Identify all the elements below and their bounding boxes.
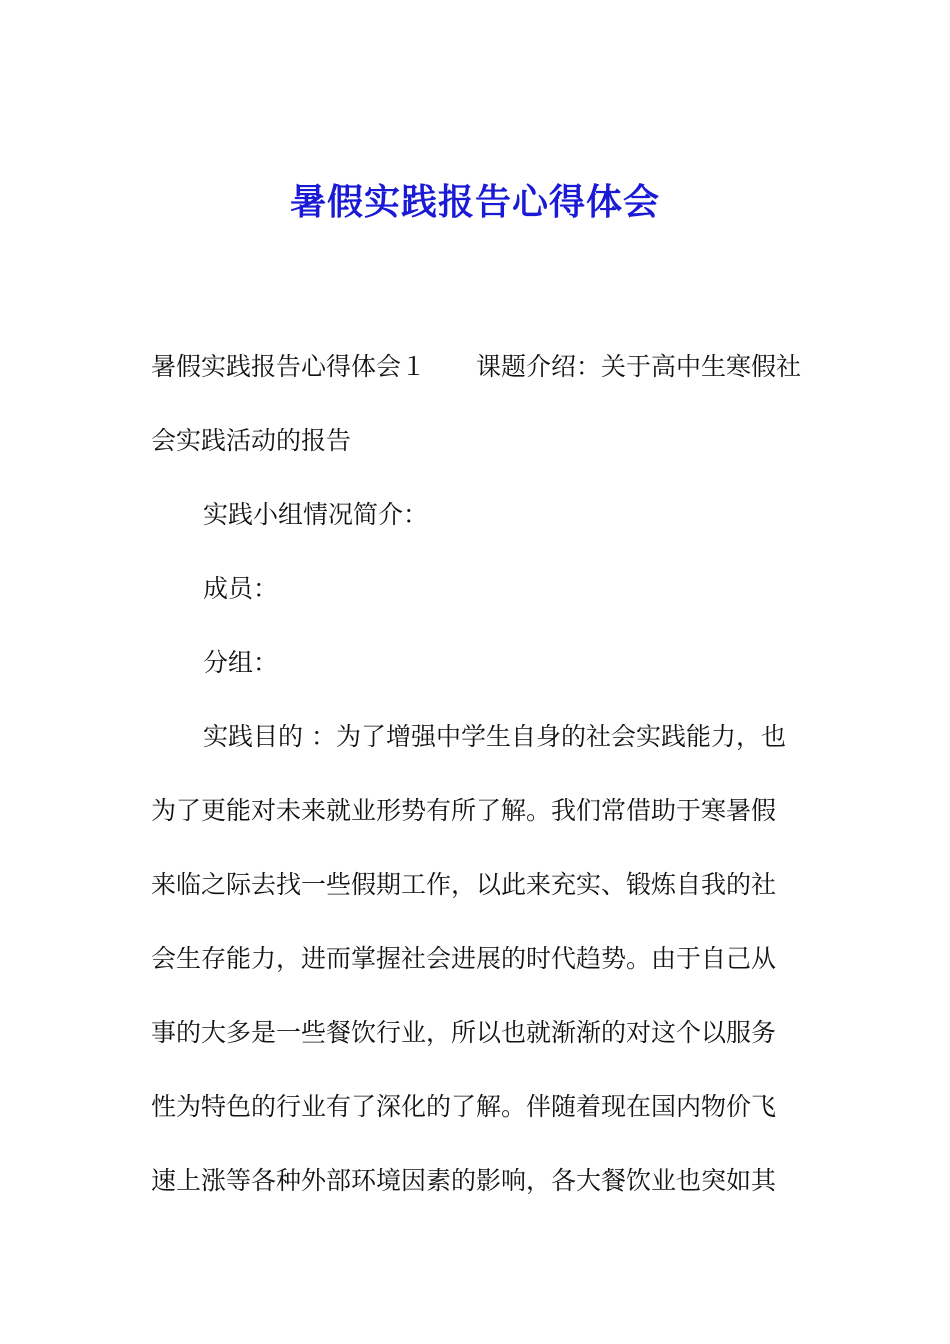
purpose-line: 为了更能对未来就业形势有所了解。我们常借助于寒暑假 [151,796,777,825]
purpose-line: 性为特色的行业有了深化的了解。伴随着现在国内物价飞 [151,1092,777,1121]
document-body [151,330,811,1218]
heading-line [151,330,811,404]
purpose-line: 事的大多是一些餐饮行业，所以也就渐渐的对这个以服务 [151,1018,777,1047]
purpose-line: 速上涨等各种外部环境因素的影响，各大餐饮业也突如其 [151,1166,777,1195]
purpose-line: 会生存能力，进而掌握社会进展的时代趋势。由于自己从 [151,944,777,973]
group-intro: 实践小组情况简介： [203,500,429,529]
members-line: 成员： [203,574,279,603]
document-title: 暑假实践报告心得体会 [289,181,660,223]
purpose-line: 来临之际去找一些假期工作，以此来充实、锻炼自我的社 [151,870,777,899]
topic-line-1: 课题介绍：关于高中生寒假社 [476,352,802,381]
grouping-line: 分组： [203,648,279,677]
heading-label: 暑假实践报告心得体会１ [151,352,427,381]
purpose-line: 实践目的 ：为了增强中学生自身的社会实践能力，也 [203,722,786,751]
topic-line-2: 会实践活动的报告 [151,426,352,455]
